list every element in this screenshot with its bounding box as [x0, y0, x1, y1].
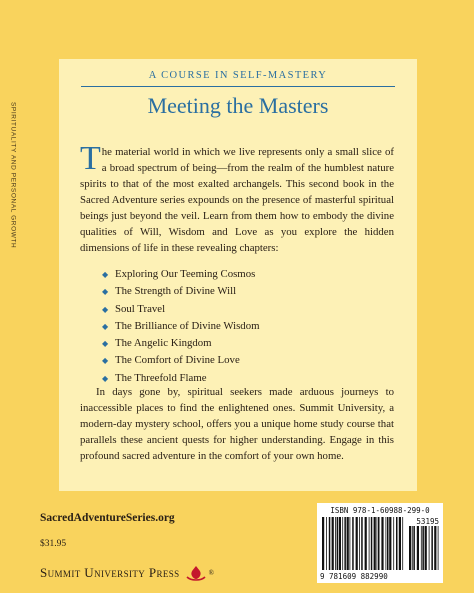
diamond-bullet-icon: ◆	[102, 321, 109, 331]
price-label: $31.95	[40, 539, 67, 549]
chapter-list	[102, 266, 260, 387]
list-item	[102, 352, 260, 369]
drop-cap: T	[80, 140, 101, 177]
diamond-bullet-icon: ◆	[102, 304, 109, 314]
spine-category-label	[7, 40, 19, 310]
isbn-barcode	[317, 503, 443, 583]
chapter-title: The Brilliance of Divine Wisdom	[115, 319, 260, 332]
publisher-name: Summit University Press	[40, 565, 180, 580]
list-item	[102, 335, 260, 352]
kicker-divider	[81, 86, 395, 87]
book-title: Meeting the Masters	[147, 93, 329, 118]
series-kicker: A COURSE IN SELF-MASTERY	[148, 70, 328, 81]
chapter-title: Soul Travel	[115, 302, 166, 315]
isbn-label: ISBN 978-1-60988-299-0	[330, 506, 430, 515]
category-text: SPIRITUALITY AND PERSONAL GROWTH	[9, 101, 17, 249]
website-link[interactable]: SacredAdventureSeries.org	[40, 512, 175, 524]
ean-number: 9 781609 882990	[320, 572, 388, 581]
chapter-title: The Threefold Flame	[115, 371, 207, 384]
chapter-title: Exploring Our Teeming Cosmos	[115, 268, 256, 280]
chapter-title: The Strength of Divine Will	[115, 285, 237, 298]
barcode-extension-bars	[409, 526, 439, 570]
barcode-bars	[322, 517, 404, 570]
diamond-bullet-icon: ◆	[102, 356, 109, 366]
intro-paragraph	[80, 140, 394, 256]
diamond-bullet-icon: ◆	[102, 373, 109, 383]
list-item	[102, 266, 260, 283]
list-item	[102, 301, 260, 318]
outro-paragraph: In days gone by, spiritual seekers made arduous journeys to inaccessible places to find the enlightened ones. Summit University, a modern-day mystery school, offers you a unique home study course that parallels these ancient quests for higher understanding. Engage in this profound sacred adventure in the comfort of your own home.	[80, 386, 394, 462]
diamond-bullet-icon: ◆	[102, 270, 109, 279]
chapter-title: The Angelic Kingdom	[115, 337, 212, 350]
price-code-label: 53195	[416, 517, 439, 526]
diamond-bullet-icon: ◆	[102, 287, 109, 297]
diamond-bullet-icon: ◆	[102, 339, 109, 349]
list-item	[102, 318, 260, 335]
publisher-logo	[40, 565, 214, 581]
flame-logo-icon	[185, 565, 207, 581]
chapter-title: The Comfort of Divine Love	[115, 354, 240, 367]
intro-text: he material world in which we live represents only a small slice of a broad spectrum of being—from the realm of the humblest nature spirits to that of the most exalted archangels. This second book in the Sacred Adventure series expounds on the presence of masterful spiritual beings just beyond the veil. Learn from them how to embody the divine qualities of Will, Wisdom and Love as you explore the hidden dimensions of life in these revealing chapters:	[80, 146, 394, 254]
description-panel	[59, 59, 417, 491]
registered-mark: ®	[208, 569, 214, 577]
list-item	[102, 283, 260, 300]
